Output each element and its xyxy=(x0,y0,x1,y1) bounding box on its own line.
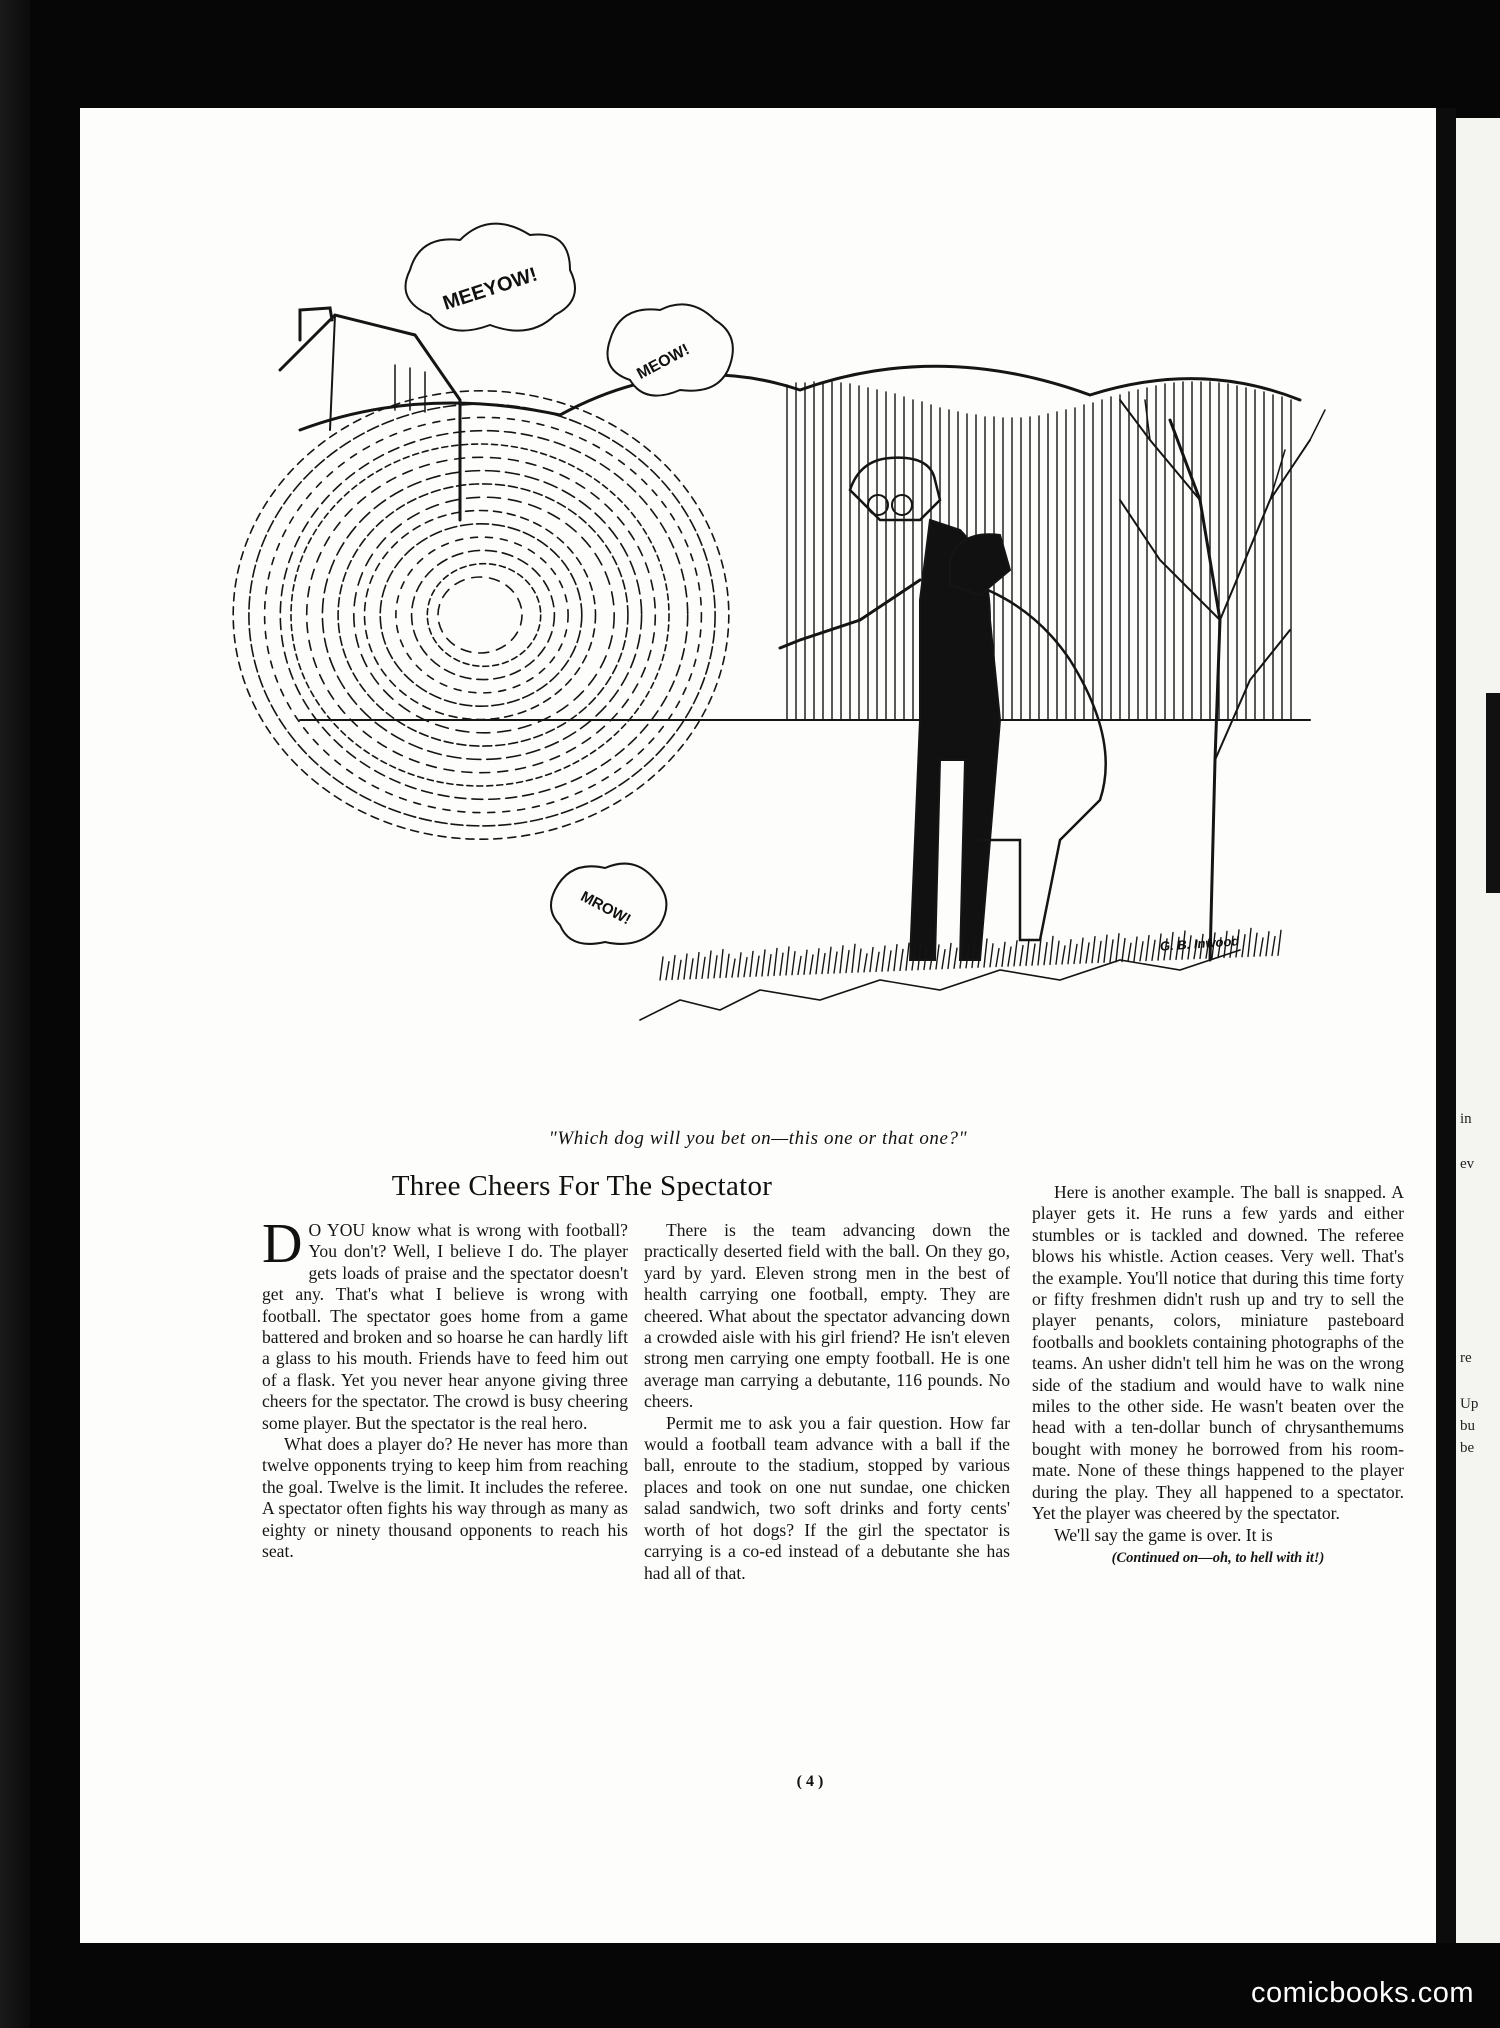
adjacent-page-text: be xyxy=(1460,1440,1475,1456)
adjacent-page-text: in xyxy=(1460,1111,1472,1127)
adjacent-page-text: re xyxy=(1460,1350,1472,1366)
article-paragraph: D O YOU know what is wrong with football? You don't? Well, I believe I do. The player gets loads of praise and the spectator doesn't get any. That's what I believe is wrong with football. The spectator goes home from a game battered and broken and so hoarse he can hardly lift a glass to his mouth. Friends have to feed him out of a flask. Yet you never hear anyone giving three cheers for the spectator. The crowd is busy cheering some player. But the spectator is the real hero. xyxy=(262,1213,628,1433)
article-column-3 xyxy=(1032,1182,1404,1569)
adjacent-page-text: bu xyxy=(1460,1418,1475,1434)
scan-border-left xyxy=(0,0,30,2028)
article-paragraph: There is the team advancing down the practically deserted field with the ball. On they go, yard by yard. Eleven strong men in the best of health carrying one football, empty. They are cheered. What about the spectator advancing down a crowded aisle with his girl friend? He isn't eleven strong men carrying one empty football. He is one average man carrying a debutante, 116 pounds. No cheers. xyxy=(644,1220,1010,1412)
sound-effect-mrow: MROW! xyxy=(577,887,634,929)
article-column-2 xyxy=(644,1220,1010,1584)
illustration-caption: "Which dog will you bet on—this one or that one?" xyxy=(548,1128,968,1149)
artist-signature: G. B. Inwood xyxy=(1159,933,1240,954)
article-paragraph: Here is another example. The ball is snapped. A player gets it. He runs a few yards and either stumbles or is tackled and downed. The referee blows his whistle. Action ceases. Very well. That's the example. You'll notice that during this time forty or fifty freshmen didn't rush up and try to sell the player penants, colors, miniature pasteboard footballs and booklets containing photographs of the teams. An usher didn't tell him he was on the wrong side of the stadium and would have to walk nine miles to the other side. He wasn't beaten over the head with a ten-dollar bunch of chrysanthemums bought with money he borrowed from his room-mate. None of these things happened to the player during the play. They all happened to a spectator. Yet the player was cheered by the spectator. xyxy=(1032,1182,1404,1524)
article-title: Three Cheers For The Spectator xyxy=(391,1170,773,1202)
adjacent-page-text: Up xyxy=(1460,1396,1479,1412)
page-gutter xyxy=(1436,108,1456,1943)
continuation-note: (Continued on—oh, to hell with it!) xyxy=(1111,1549,1325,1566)
sound-effect-meeyow: MEEYOW! xyxy=(440,263,541,315)
article-paragraph: We'll say the game is over. It is xyxy=(1054,1524,1273,1545)
adjacent-page-edge xyxy=(1456,118,1500,1943)
article-paragraph: Permit me to ask you a fair question. How far would a football team advance with a ball if the ball, enroute to the stadium, stopped by various places and took on one nut sundae, one chicken salad sandwich, two soft drinks and forty cents' worth of hot dogs? If the girl the spectator is carrying is a co-ed instead of a debutante she has had all of that. xyxy=(644,1412,1010,1583)
article-paragraph: What does a player do? He never has more than twelve opponents trying to keep him from reaching the goal. Twelve is the limit. It includes the referee. A spectator often fights his way through as many as eighty or ninety thousand opponents to reach his seat. xyxy=(262,1434,628,1562)
page-number: ( 4 ) xyxy=(796,1773,824,1790)
article-column-1 xyxy=(262,1213,628,1563)
drop-cap: D xyxy=(262,1213,303,1275)
adjacent-page-text: ev xyxy=(1460,1156,1475,1172)
adjacent-page-illustration-fragment xyxy=(1486,693,1500,893)
sound-effect-meow: MEOW! xyxy=(634,341,693,383)
site-watermark: comicbooks.com xyxy=(1251,1977,1474,2009)
cartoon-illustration xyxy=(160,200,1360,1120)
